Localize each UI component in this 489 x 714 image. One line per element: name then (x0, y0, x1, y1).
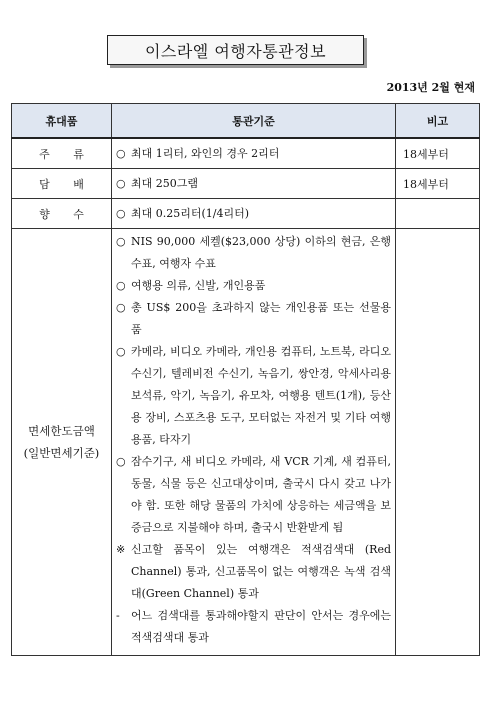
rule-text: NIS 90,000 세켈($23,000 상당) 이하의 현금, 은행수표, 여행자 수표 (131, 235, 391, 270)
row-category: 주 류 (12, 138, 112, 169)
category-line: (일반면세기준) (23, 446, 100, 460)
date-label: 2013년 2월 현재 (386, 81, 475, 94)
list-item (116, 451, 391, 539)
table-row (12, 199, 480, 229)
circle-bullet-icon: ○ (116, 146, 126, 160)
row-note: 18세부터 (396, 138, 480, 169)
table-row (12, 138, 480, 169)
list-item (116, 203, 391, 225)
rule-text: 총 US$ 200을 초과하지 않는 개인용품 또는 선물용품 (131, 301, 391, 336)
page-title: 이스라엘 여행자통관정보 (107, 35, 364, 65)
list-item (116, 297, 391, 341)
rule-text: 어느 검색대를 통과해야할지 판단이 안서는 경우에는 적색검색대 통과 (131, 609, 391, 644)
circle-bullet-icon: ○ (116, 279, 126, 292)
circle-bullet-icon: ○ (116, 301, 126, 314)
row-category-duty-free (12, 229, 112, 656)
rule-text: 카메라, 비디오 카메라, 개인용 컴퓨터, 노트북, 라디오 수신기, 텔레비전 수신기, 녹음기, 쌍안경, 악세사리용 보석류, 악기, 녹음기, 유모차, 여행용 텐트(1개), 등산용 장비, 스포츠용 도구, 모터없는 자전거 및 기타 여행용품, 타자기 (131, 345, 391, 446)
row-note (396, 229, 480, 656)
dash-bullet-icon: - (116, 609, 120, 622)
list-item (116, 539, 391, 605)
customs-table (11, 103, 480, 656)
table-row (12, 169, 480, 199)
rule-text: 여행용 의류, 신발, 개인용품 (131, 279, 266, 292)
list-item (116, 143, 391, 165)
row-category: 담 배 (12, 169, 112, 199)
table-row-duty-free (12, 229, 480, 656)
rule-text: 최대 250그램 (131, 176, 198, 190)
list-item (116, 341, 391, 451)
circle-bullet-icon: ○ (116, 235, 126, 248)
circle-bullet-icon: ○ (116, 345, 126, 358)
list-item (116, 231, 391, 275)
row-note: 18세부터 (396, 169, 480, 199)
header-standard: 통관기준 (112, 104, 396, 139)
category-line: 면세한도금액 (28, 424, 95, 438)
row-category: 향 수 (12, 199, 112, 229)
rule-text: 잠수기구, 새 비디오 카메라, 새 VCR 기계, 새 컴퓨터, 동물, 식물 등은 신고대상이며, 출국시 다시 갖고 나가야 함. 또한 해당 물품의 가치에 상응하는 세금액을 보증금으로 지불해야 하며, 출국시 반환받게 됨 (131, 455, 391, 534)
list-item (116, 605, 391, 649)
row-note (396, 199, 480, 229)
list-item (116, 173, 391, 195)
circle-bullet-icon: ○ (116, 176, 126, 190)
header-note: 비고 (396, 104, 480, 139)
table-header-row (12, 104, 480, 139)
rule-text: 신고할 품목이 있는 여행객은 적색검색대 (Red Channel) 통과, 신고품목이 없는 여행객은 녹색 검색대(Green Channel) 통과 (131, 543, 391, 600)
list-item (116, 275, 391, 297)
circle-bullet-icon: ○ (116, 206, 126, 220)
rule-text: 최대 0.25리터(1/4리터) (131, 206, 250, 220)
rule-text: 최대 1리터, 와인의 경우 2리터 (131, 146, 280, 160)
reference-mark-icon: ※ (116, 543, 126, 556)
header-item: 휴대품 (12, 104, 112, 139)
circle-bullet-icon: ○ (116, 455, 126, 468)
